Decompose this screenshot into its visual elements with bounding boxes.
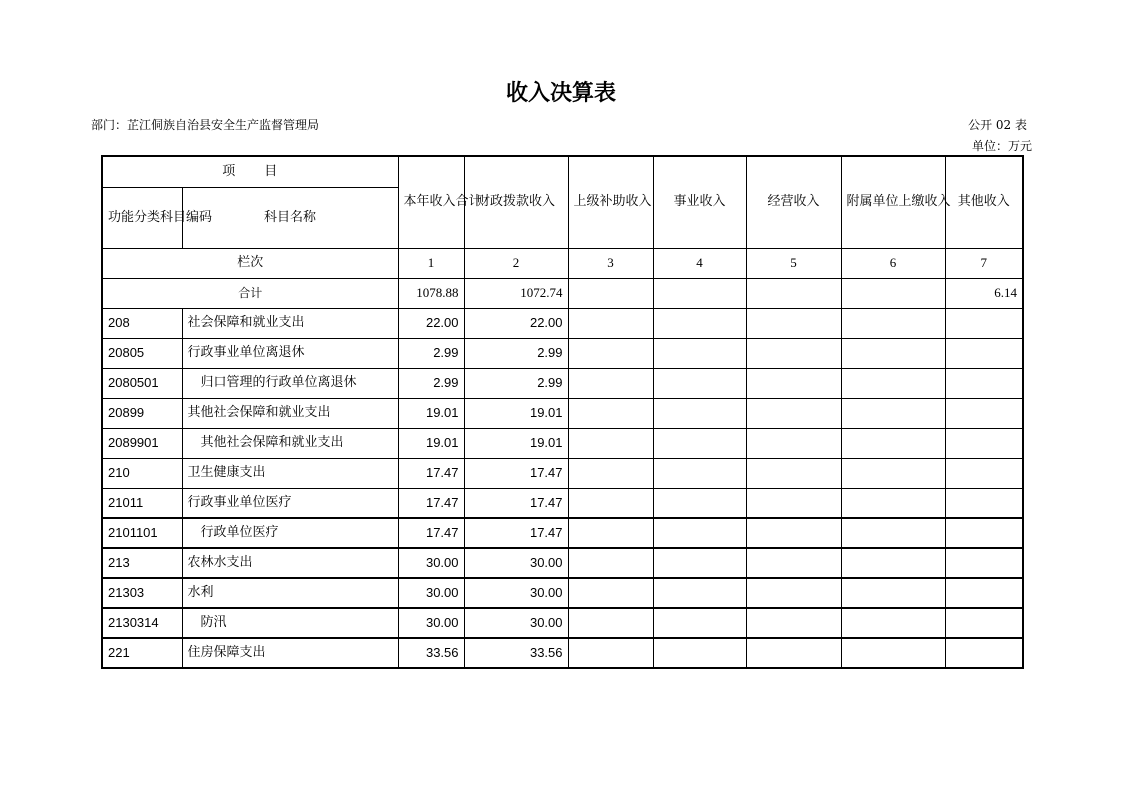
total-label: 合计	[102, 278, 398, 308]
col-no: 6	[841, 248, 945, 278]
table-row	[102, 608, 1023, 638]
other-income-cell	[945, 308, 1023, 338]
total-affiliated-value	[841, 278, 945, 308]
total-business-value	[653, 278, 746, 308]
subsidy-income-cell	[568, 458, 653, 488]
business-income-cell	[653, 518, 746, 548]
fiscal-income-cell: 33.56	[464, 638, 568, 668]
subsidy-income-cell	[568, 338, 653, 368]
fiscal-income-cell: 30.00	[464, 578, 568, 608]
business-income-cell	[653, 548, 746, 578]
table-row	[102, 458, 1023, 488]
subsidy-income-cell	[568, 518, 653, 548]
header-affiliated: 附属单位上缴收入	[841, 156, 945, 248]
func-code-cell: 21011	[102, 488, 182, 518]
affiliated-income-cell	[841, 488, 945, 518]
other-income-cell	[945, 518, 1023, 548]
subject-name-cell: 行政事业单位离退休	[182, 338, 398, 368]
subject-name-cell: 农林水支出	[182, 548, 398, 578]
operating-income-cell	[746, 308, 841, 338]
total-income-cell: 22.00	[398, 308, 464, 338]
subsidy-income-cell	[568, 638, 653, 668]
business-income-cell	[653, 638, 746, 668]
other-income-cell	[945, 398, 1023, 428]
other-income-cell	[945, 338, 1023, 368]
other-income-cell	[945, 548, 1023, 578]
total-row	[102, 278, 1023, 308]
fiscal-income-cell: 30.00	[464, 548, 568, 578]
subject-name-cell: 行政单位医疗	[182, 518, 398, 548]
func-code-cell: 210	[102, 458, 182, 488]
func-code-cell: 21303	[102, 578, 182, 608]
total-income-cell: 30.00	[398, 548, 464, 578]
subject-name-cell: 归口管理的行政单位离退休	[182, 368, 398, 398]
operating-income-cell	[746, 488, 841, 518]
func-code-cell: 2089901	[102, 428, 182, 458]
other-income-cell	[945, 608, 1023, 638]
table-row	[102, 338, 1023, 368]
total-operating-value	[746, 278, 841, 308]
subject-name-cell: 社会保障和就业支出	[182, 308, 398, 338]
affiliated-income-cell	[841, 428, 945, 458]
operating-income-cell	[746, 428, 841, 458]
table-row	[102, 488, 1023, 518]
header-subject-name: 科目名称	[182, 187, 398, 248]
form-number: 公开 02 表	[968, 118, 1027, 132]
subject-name-cell: 住房保障支出	[182, 638, 398, 668]
other-income-cell	[945, 368, 1023, 398]
department-label: 部门：芷江侗族自治县安全生产监督管理局	[91, 118, 320, 132]
affiliated-income-cell	[841, 518, 945, 548]
table-row	[102, 638, 1023, 668]
affiliated-income-cell	[841, 398, 945, 428]
business-income-cell	[653, 458, 746, 488]
operating-income-cell	[746, 638, 841, 668]
total-income-cell: 33.56	[398, 638, 464, 668]
func-code-cell: 221	[102, 638, 182, 668]
total-other-value: 6.14	[945, 278, 1023, 308]
total-income-cell: 19.01	[398, 398, 464, 428]
business-income-cell	[653, 368, 746, 398]
table-header	[102, 156, 1023, 308]
total-income-cell: 30.00	[398, 578, 464, 608]
business-income-cell	[653, 608, 746, 638]
total-income-cell: 19.01	[398, 428, 464, 458]
table-row	[102, 548, 1023, 578]
header-operating: 经营收入	[746, 156, 841, 248]
fiscal-income-cell: 2.99	[464, 368, 568, 398]
header-item: 项 目	[102, 156, 398, 187]
business-income-cell	[653, 488, 746, 518]
affiliated-income-cell	[841, 368, 945, 398]
business-income-cell	[653, 398, 746, 428]
operating-income-cell	[746, 518, 841, 548]
table-row	[102, 398, 1023, 428]
table-row	[102, 368, 1023, 398]
func-code-cell: 2080501	[102, 368, 182, 398]
subject-name-cell: 水利	[182, 578, 398, 608]
subsidy-income-cell	[568, 368, 653, 398]
total-income-value: 1078.88	[398, 278, 464, 308]
header-subsidy: 上级补助收入	[568, 156, 653, 248]
subject-name-cell: 其他社会保障和就业支出	[182, 428, 398, 458]
col-no: 3	[568, 248, 653, 278]
subsidy-income-cell	[568, 398, 653, 428]
total-subsidy-value	[568, 278, 653, 308]
operating-income-cell	[746, 548, 841, 578]
table-row	[102, 518, 1023, 548]
func-code-cell: 213	[102, 548, 182, 578]
subject-name-cell: 防汛	[182, 608, 398, 638]
fiscal-income-cell: 19.01	[464, 428, 568, 458]
other-income-cell	[945, 458, 1023, 488]
subject-name-cell: 卫生健康支出	[182, 458, 398, 488]
subsidy-income-cell	[568, 548, 653, 578]
fiscal-income-cell: 17.47	[464, 458, 568, 488]
header-other: 其他收入	[945, 156, 1023, 248]
total-income-cell: 2.99	[398, 368, 464, 398]
table-body	[102, 308, 1023, 668]
income-table	[101, 155, 1024, 669]
subsidy-income-cell	[568, 488, 653, 518]
fiscal-income-cell: 22.00	[464, 308, 568, 338]
header-business: 事业收入	[653, 156, 746, 248]
fiscal-income-cell: 30.00	[464, 608, 568, 638]
col-no: 1	[398, 248, 464, 278]
table-row	[102, 578, 1023, 608]
business-income-cell	[653, 428, 746, 458]
table-row	[102, 308, 1023, 338]
affiliated-income-cell	[841, 338, 945, 368]
fiscal-income-cell: 19.01	[464, 398, 568, 428]
subject-name-cell: 行政事业单位医疗	[182, 488, 398, 518]
col-no: 4	[653, 248, 746, 278]
total-fiscal-value: 1072.74	[464, 278, 568, 308]
operating-income-cell	[746, 398, 841, 428]
fiscal-income-cell: 17.47	[464, 488, 568, 518]
total-income-cell: 2.99	[398, 338, 464, 368]
subsidy-income-cell	[568, 428, 653, 458]
operating-income-cell	[746, 458, 841, 488]
func-code-cell: 2130314	[102, 608, 182, 638]
affiliated-income-cell	[841, 638, 945, 668]
affiliated-income-cell	[841, 548, 945, 578]
affiliated-income-cell	[841, 458, 945, 488]
affiliated-income-cell	[841, 308, 945, 338]
func-code-cell: 2101101	[102, 518, 182, 548]
fiscal-income-cell: 2.99	[464, 338, 568, 368]
subject-name-cell: 其他社会保障和就业支出	[182, 398, 398, 428]
operating-income-cell	[746, 368, 841, 398]
operating-income-cell	[746, 608, 841, 638]
header-fiscal: 财政拨款收入	[464, 156, 568, 248]
col-no: 2	[464, 248, 568, 278]
col-no: 7	[945, 248, 1023, 278]
func-code-cell: 20805	[102, 338, 182, 368]
func-code-cell: 208	[102, 308, 182, 338]
unit-label: 单位：万元	[971, 139, 1032, 153]
affiliated-income-cell	[841, 608, 945, 638]
operating-income-cell	[746, 338, 841, 368]
operating-income-cell	[746, 578, 841, 608]
affiliated-income-cell	[841, 578, 945, 608]
func-code-cell: 20899	[102, 398, 182, 428]
subsidy-income-cell	[568, 308, 653, 338]
business-income-cell	[653, 308, 746, 338]
other-income-cell	[945, 638, 1023, 668]
other-income-cell	[945, 578, 1023, 608]
header-total-income: 本年收入合计	[398, 156, 464, 248]
page-title: 收入决算表	[505, 81, 616, 106]
header-func-code: 功能分类科目编码	[102, 187, 182, 248]
total-income-cell: 17.47	[398, 488, 464, 518]
total-income-cell: 17.47	[398, 458, 464, 488]
fiscal-income-cell: 17.47	[464, 518, 568, 548]
total-income-cell: 17.47	[398, 518, 464, 548]
business-income-cell	[653, 578, 746, 608]
subsidy-income-cell	[568, 578, 653, 608]
business-income-cell	[653, 338, 746, 368]
col-no: 5	[746, 248, 841, 278]
column-row-label: 栏次	[102, 248, 398, 278]
table-row	[102, 428, 1023, 458]
other-income-cell	[945, 488, 1023, 518]
other-income-cell	[945, 428, 1023, 458]
subsidy-income-cell	[568, 608, 653, 638]
total-income-cell: 30.00	[398, 608, 464, 638]
